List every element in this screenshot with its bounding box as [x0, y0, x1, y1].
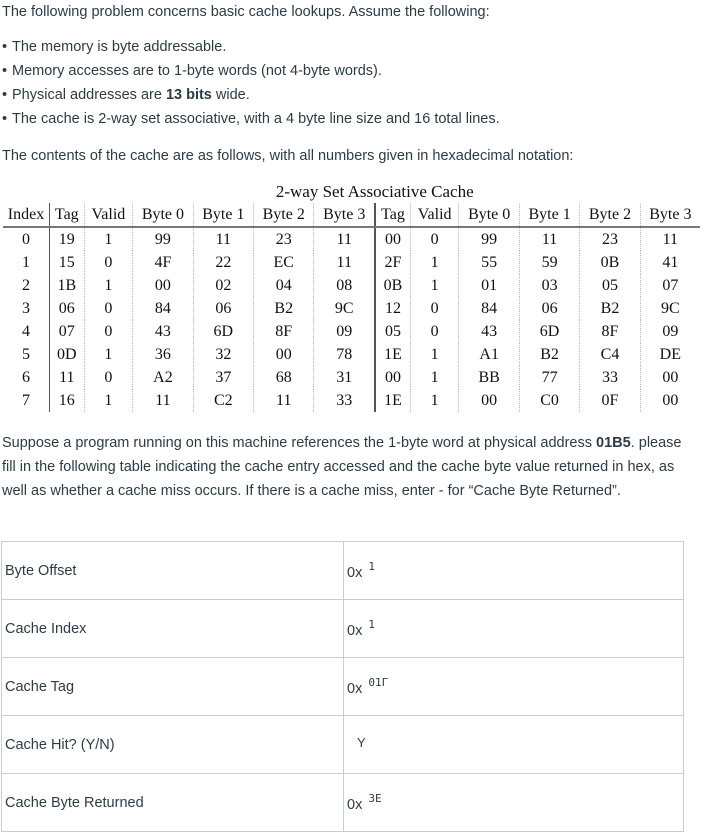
- table-cell: 9C: [314, 297, 375, 320]
- question-text-post: . please fill in the following table indicating the cache entry accessed and the cache byte value returned in hex, as well as whether a cache miss occurs. If there is a cache miss, enter - for “Cache Byte Returned”.: [2, 435, 682, 499]
- cache-index-value: 1: [368, 618, 375, 631]
- table-cell: 0B: [375, 274, 410, 297]
- table-cell: 0: [84, 297, 133, 320]
- table-cell: 06: [50, 297, 85, 320]
- column-header: Byte 3: [640, 203, 700, 227]
- cache-hit-answer[interactable]: [344, 716, 684, 774]
- table-cell: 33: [580, 366, 640, 389]
- table-cell: 11: [519, 227, 579, 251]
- table-cell: 00: [640, 366, 700, 389]
- table-header-row: [3, 203, 700, 227]
- table-cell: A1: [459, 343, 519, 366]
- table-cell: 2: [3, 274, 50, 297]
- table-cell: 77: [519, 366, 579, 389]
- question-text: [2, 431, 692, 503]
- table-cell: 1: [84, 389, 133, 412]
- column-header: Byte 3: [314, 203, 375, 227]
- table-cell: 4: [3, 320, 50, 343]
- table-cell: 0B: [580, 251, 640, 274]
- table-cell: 06: [193, 297, 253, 320]
- table-cell: DE: [640, 343, 700, 366]
- table-cell: 37: [193, 366, 253, 389]
- table-cell: 11: [133, 389, 193, 412]
- table-cell: 1: [84, 343, 133, 366]
- table-cell: B2: [580, 297, 640, 320]
- table-cell: 0: [410, 297, 459, 320]
- table-cell: 11: [254, 389, 314, 412]
- table-cell: 07: [640, 274, 700, 297]
- table-cell: 84: [133, 297, 193, 320]
- hex-prefix: 0x: [347, 681, 363, 697]
- answer-table: [1, 541, 684, 832]
- column-header: Byte 0: [459, 203, 519, 227]
- table-cell: 1E: [375, 389, 410, 412]
- answer-label-byte-offset: Byte Offset: [2, 542, 344, 600]
- answer-label-cache-byte-returned: Cache Byte Returned: [2, 774, 344, 832]
- table-cell: 09: [314, 320, 375, 343]
- list-item-text: Memory accesses are to 1-byte words (not 4-byte words).: [12, 63, 382, 79]
- table-cell: 23: [580, 227, 640, 251]
- table-row: [3, 343, 700, 366]
- column-header: Index: [3, 203, 50, 227]
- table-cell: 11: [640, 227, 700, 251]
- table-cell: 03: [519, 274, 579, 297]
- column-header: Byte 0: [133, 203, 193, 227]
- column-header: Valid: [410, 203, 459, 227]
- intro-text: The following problem concerns basic cache lookups. Assume the following:: [2, 4, 490, 20]
- table-cell: 1E: [375, 343, 410, 366]
- question-text-pre: Suppose a program running on this machine references the 1-byte word at physical address: [2, 435, 597, 451]
- table-cell: BB: [459, 366, 519, 389]
- cache-table-body: [3, 227, 700, 412]
- table-row: [3, 251, 700, 274]
- table-cell: 78: [314, 343, 375, 366]
- table-cell: 8F: [580, 320, 640, 343]
- table-cell: 07: [50, 320, 85, 343]
- table-cell: 1: [410, 274, 459, 297]
- table-cell: 7: [3, 389, 50, 412]
- table-row: [3, 366, 700, 389]
- table-cell: 3: [3, 297, 50, 320]
- table-cell: 0: [84, 320, 133, 343]
- answer-label-cache-tag: Cache Tag: [2, 658, 344, 716]
- table-cell: 04: [254, 274, 314, 297]
- table-row: [2, 774, 684, 832]
- answer-label-cache-index: Cache Index: [2, 600, 344, 658]
- table-cell: 00: [640, 389, 700, 412]
- table-cell: 15: [50, 251, 85, 274]
- table-cell: 06: [519, 297, 579, 320]
- table-cell: 6D: [519, 320, 579, 343]
- table-cell: 00: [133, 274, 193, 297]
- table-cell: 0: [410, 227, 459, 251]
- table-row: [3, 297, 700, 320]
- table-cell: 00: [375, 366, 410, 389]
- question-address: 01B5: [596, 435, 631, 451]
- column-header: Valid: [84, 203, 133, 227]
- table-cell: 08: [314, 274, 375, 297]
- table-cell: 19: [50, 227, 85, 251]
- list-item-text: The memory is byte addressable.: [12, 39, 227, 55]
- table-cell: 36: [133, 343, 193, 366]
- table-cell: 00: [254, 343, 314, 366]
- table-cell: C0: [519, 389, 579, 412]
- cache-hit-value: Y: [357, 734, 366, 750]
- table-cell: 1: [410, 366, 459, 389]
- table-cell: 99: [459, 227, 519, 251]
- hex-prefix: 0x: [347, 797, 363, 813]
- cache-byte-returned-answer[interactable]: [344, 774, 684, 832]
- table-cell: 11: [314, 227, 375, 251]
- table-cell: 31: [314, 366, 375, 389]
- cache-table: [3, 181, 700, 412]
- list-item-bold: 13 bits: [165, 87, 212, 103]
- table-cell: 6D: [193, 320, 253, 343]
- table-cell: 0F: [580, 389, 640, 412]
- table-cell: 00: [459, 389, 519, 412]
- table-cell: 55: [459, 251, 519, 274]
- table-cell: 43: [133, 320, 193, 343]
- cache-tag-value: 01Г: [368, 676, 389, 689]
- table-cell: 1: [410, 343, 459, 366]
- table-cell: 00: [375, 227, 410, 251]
- table-cell: 0D: [50, 343, 85, 366]
- table-row: [3, 389, 700, 412]
- table-cell: 99: [133, 227, 193, 251]
- table-cell: B2: [519, 343, 579, 366]
- table-cell: C2: [193, 389, 253, 412]
- list-item: [0, 83, 500, 107]
- byte-offset-answer[interactable]: [344, 542, 684, 600]
- table-cell: 4F: [133, 251, 193, 274]
- table-cell: 1: [3, 251, 50, 274]
- table-cell: 1: [84, 274, 133, 297]
- table-cell: B2: [254, 297, 314, 320]
- table-cell: A2: [133, 366, 193, 389]
- cache-tag-answer[interactable]: [344, 658, 684, 716]
- table-cell: 22: [193, 251, 253, 274]
- table-cell: 11: [314, 251, 375, 274]
- list-item: [0, 59, 500, 83]
- table-cell: 02: [193, 274, 253, 297]
- cache-index-answer[interactable]: [344, 600, 684, 658]
- table-cell: 84: [459, 297, 519, 320]
- table-cell: 1: [84, 227, 133, 251]
- table-cell: C4: [580, 343, 640, 366]
- table-cell: 6: [3, 366, 50, 389]
- table-row: [2, 716, 684, 774]
- hex-prefix: 0x: [347, 565, 363, 581]
- list-item-text-post: wide.: [211, 87, 250, 103]
- column-header: Byte 1: [519, 203, 579, 227]
- contents-text: The contents of the cache are as follows, with all numbers given in hexadecimal notation:: [2, 148, 574, 164]
- table-cell: 0: [3, 227, 50, 251]
- byte-offset-value: 1: [368, 560, 375, 573]
- table-cell: 9C: [640, 297, 700, 320]
- table-cell: 0: [84, 366, 133, 389]
- table-cell: 05: [580, 274, 640, 297]
- list-item-text: The cache is 2-way set associative, with a 4 byte line size and 16 total lines.: [12, 111, 500, 127]
- table-row: [3, 320, 700, 343]
- table-cell: 33: [314, 389, 375, 412]
- cache-byte-returned-value: 3Е: [368, 792, 382, 805]
- list-item-text-pre: Physical addresses are: [12, 87, 166, 103]
- table-row: [2, 542, 684, 600]
- table-cell: 11: [50, 366, 85, 389]
- table-cell: 16: [50, 389, 85, 412]
- list-item: [0, 35, 500, 59]
- hex-prefix: 0x: [347, 623, 363, 639]
- table-cell: 09: [640, 320, 700, 343]
- table-cell: 05: [375, 320, 410, 343]
- table-corner: [3, 181, 50, 203]
- table-cell: 23: [254, 227, 314, 251]
- column-header: Byte 2: [580, 203, 640, 227]
- column-header: Tag: [50, 203, 85, 227]
- table-row: [3, 274, 700, 297]
- table-cell: 59: [519, 251, 579, 274]
- table-cell: 0: [410, 320, 459, 343]
- cache-table-caption: 2-way Set Associative Cache: [275, 182, 474, 201]
- table-cell: 1B: [50, 274, 85, 297]
- table-cell: 68: [254, 366, 314, 389]
- table-cell: 11: [193, 227, 253, 251]
- table-cell: 32: [193, 343, 253, 366]
- table-cell: 1: [410, 251, 459, 274]
- column-header: Byte 1: [193, 203, 253, 227]
- column-header: Tag: [375, 203, 410, 227]
- table-cell: 12: [375, 297, 410, 320]
- table-cell: 8F: [254, 320, 314, 343]
- table-row: [3, 227, 700, 251]
- table-cell: EC: [254, 251, 314, 274]
- table-cell: 43: [459, 320, 519, 343]
- table-cell: 01: [459, 274, 519, 297]
- column-header: Byte 2: [254, 203, 314, 227]
- table-cell: 0: [84, 251, 133, 274]
- table-cell: 2F: [375, 251, 410, 274]
- table-cell: 41: [640, 251, 700, 274]
- answer-label-cache-hit: Cache Hit? (Y/N): [2, 716, 344, 774]
- assumptions-list: [0, 35, 500, 131]
- list-item: [0, 107, 500, 131]
- table-row: [2, 658, 684, 716]
- table-row: [2, 600, 684, 658]
- table-cell: 1: [410, 389, 459, 412]
- table-cell: 5: [3, 343, 50, 366]
